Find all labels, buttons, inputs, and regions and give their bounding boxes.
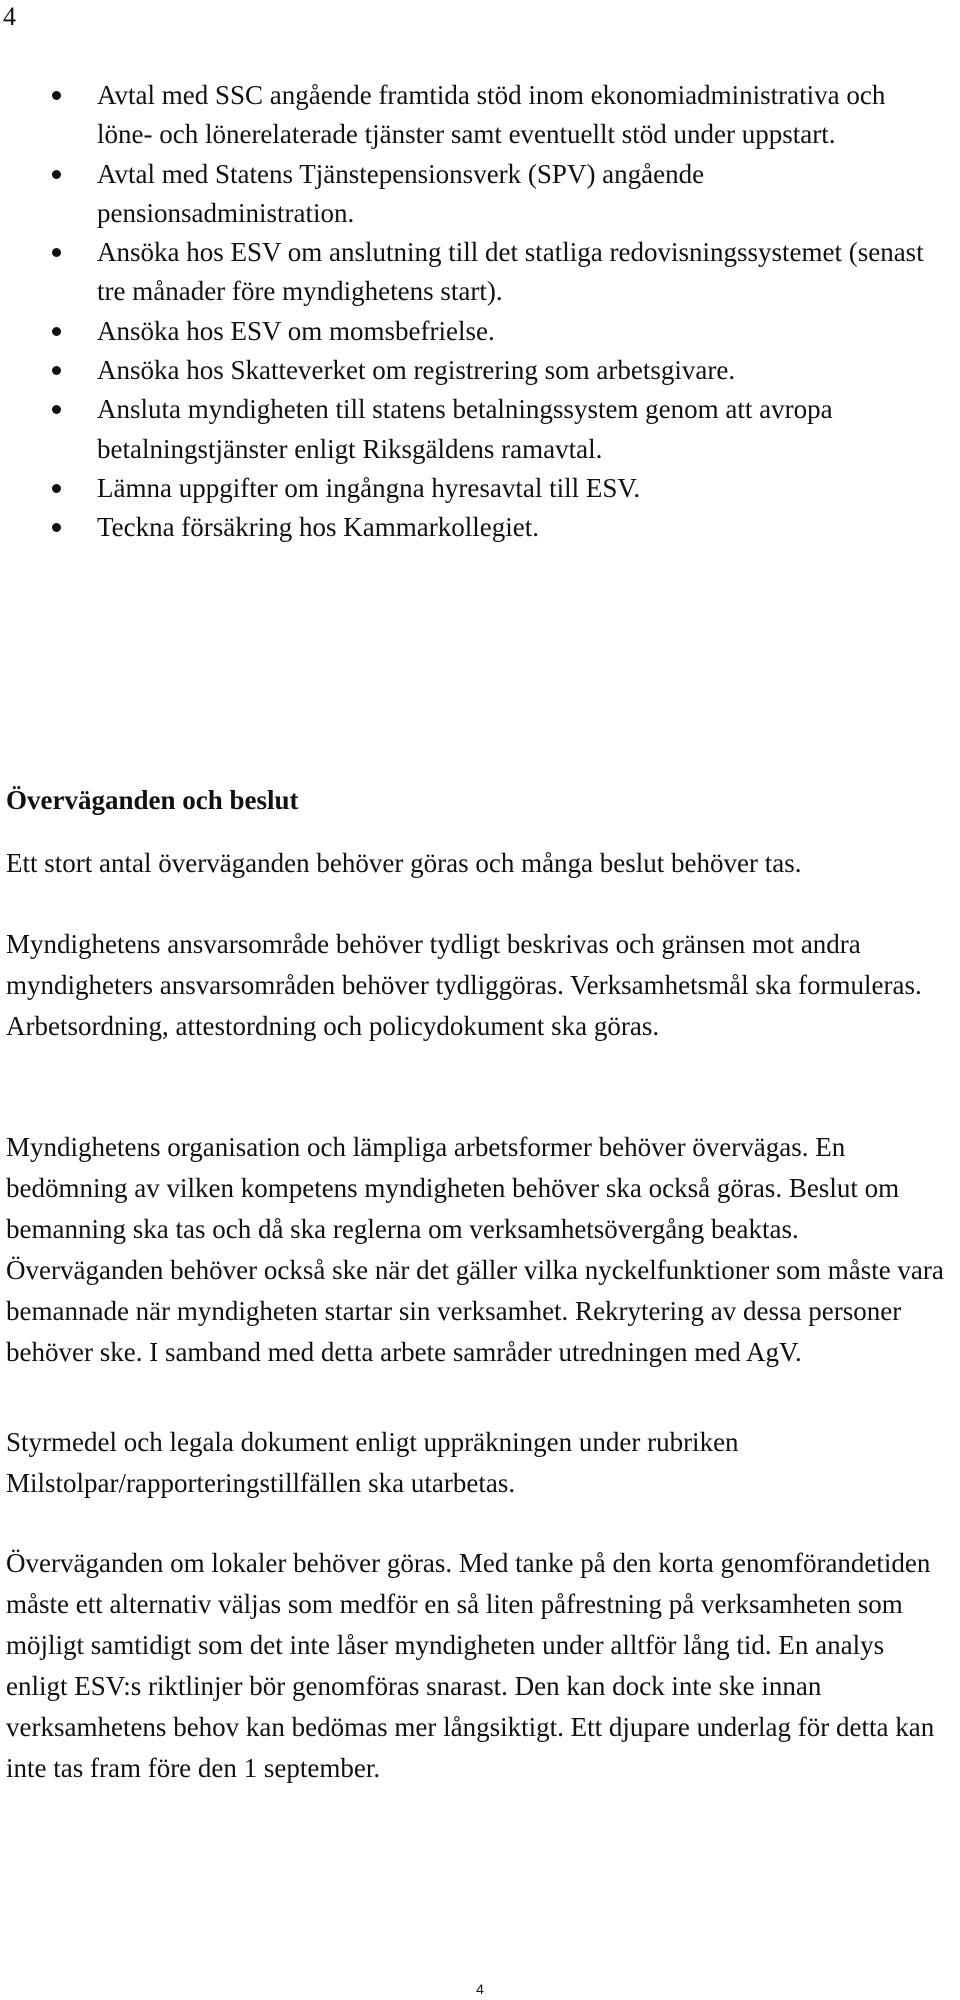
list-item xyxy=(0,312,960,351)
list-item xyxy=(0,155,960,234)
list-item-text: Ansöka hos Skatteverket om registrering som arbetsgivare. xyxy=(97,355,736,386)
list-item-text: Avtal med SSC angående framtida stöd inom ekonomiadministrativa och löne- och lönerelaterade tjänster samt eventuellt stöd under uppstart. xyxy=(97,80,886,150)
list-item-text: Ansluta myndigheten till statens betalningssystem genom att avropa betalningstjänster enligt Riksgäldens ramavtal. xyxy=(97,394,833,464)
body-paragraph: Styrmedel och legala dokument enligt uppräkningen under rubriken Milstolpar/rapporteringstillfällen ska utarbetas. xyxy=(6,1427,739,1498)
list-item xyxy=(0,390,960,469)
list-item-text: Ansöka hos ESV om momsbefrielse. xyxy=(97,315,495,346)
body-paragraph: Myndighetens organisation och lämpliga arbetsformer behöver övervägas. En bedömning av vilken kompetens myndigheten behöver ska också göras. Beslut om bemanning ska tas och då ska reglerna om verksamhetsövergång beaktas. Överväganden behöver också ske när det gäller vilka nyckelfunktioner som måste vara bemannade när myndigheten startar sin verksamhet. Rekrytering av dessa personer behöver ske. I samband med detta arbete samråder utredningen med AgV. xyxy=(6,1132,944,1367)
bullet-list xyxy=(0,76,960,548)
list-item xyxy=(0,76,960,155)
bullet-icon xyxy=(52,484,61,493)
section-heading: Överväganden och beslut xyxy=(6,785,299,815)
bullet-icon xyxy=(52,170,61,179)
body-paragraph: Överväganden om lokaler behöver göras. Med tanke på den korta genomförandetiden måste ett alternativ väljas som medför en så liten påfrestning på verksamheten som möjligt samtidigt som det inte låser myndigheten under alltför lång tid. En analys enligt ESV:s riktlinjer bör genomföras snarast. Den kan dock inte ske innan verksamhetens behov kan bedömas mer långsiktigt. Ett djupare underlag för detta kan inte tas fram före den 1 september. xyxy=(6,1548,935,1783)
bullet-icon xyxy=(52,523,61,532)
bullet-icon xyxy=(52,91,61,100)
body-paragraph: Myndighetens ansvarsområde behöver tydligt beskrivas och gränsen mot andra myndigheters ansvarsområden behöver tydliggöras. Verksamhetsmål ska formuleras. Arbetsordning, attestordning och policydokument ska göras. xyxy=(6,929,922,1041)
list-item-text: Teckna försäkring hos Kammarkollegiet. xyxy=(97,512,539,543)
bullet-icon xyxy=(52,405,61,414)
list-item-text: Avtal med Statens Tjänstepensionsverk (SPV) angående pensionsadministration. xyxy=(97,158,705,228)
list-item-text: Ansöka hos ESV om anslutning till det statliga redovisningssystemet (senast tre månader före myndighetens start). xyxy=(97,237,924,307)
list-item xyxy=(0,508,960,547)
list-item xyxy=(0,351,960,390)
page-number-bottom: 4 xyxy=(476,1981,484,1997)
bullet-icon xyxy=(52,248,61,257)
bullet-icon xyxy=(52,327,61,336)
bullet-icon xyxy=(52,366,61,375)
body-paragraph: Ett stort antal överväganden behöver göras och många beslut behöver tas. xyxy=(6,848,802,878)
list-item-text: Lämna uppgifter om ingångna hyresavtal till ESV. xyxy=(97,472,641,503)
page-number-top: 4 xyxy=(3,2,16,31)
list-item xyxy=(0,233,960,312)
list-item xyxy=(0,469,960,508)
